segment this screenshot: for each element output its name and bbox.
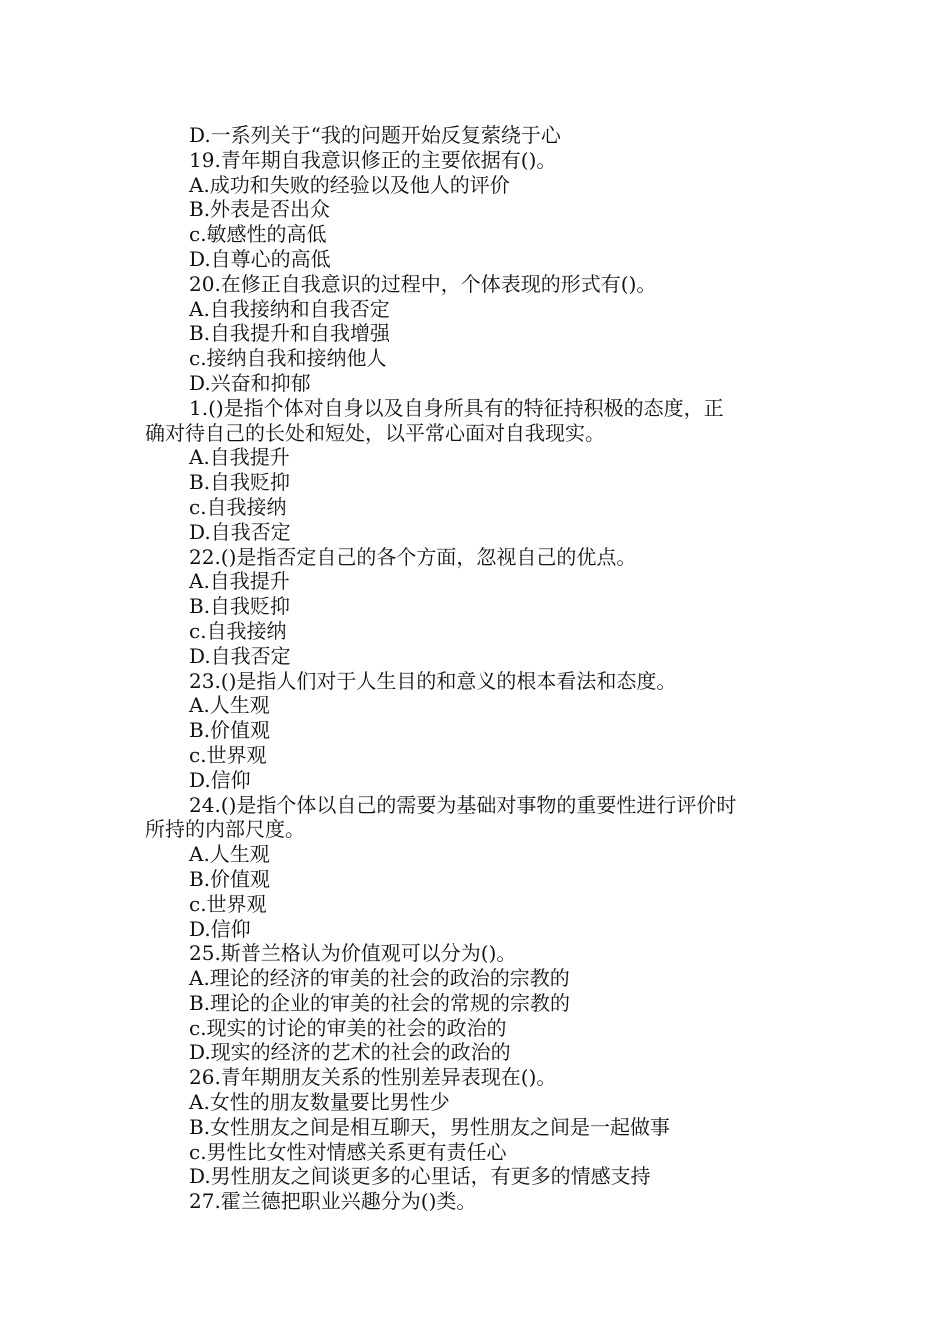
text-line: 27.霍兰德把职业兴趣分为()类。 [189, 1189, 477, 1214]
text-line: c.世界观 [189, 742, 267, 767]
text-line: 所持的内部尺度。 [145, 817, 305, 842]
text-line: D.自我否定 [189, 643, 291, 668]
text-line: A.女性的朋友数量要比男性少 [189, 1090, 450, 1115]
text-line: B.外表是否出众 [189, 197, 331, 222]
text-line: A.自我提升 [189, 569, 290, 594]
text-line: D.信仰 [189, 767, 251, 792]
text-line: B.价值观 [189, 718, 271, 743]
text-line: D.现实的经济的艺术的社会的政治的 [189, 1040, 511, 1065]
text-line: c.男性比女性对情感关系更有责任心 [189, 1139, 507, 1164]
text-line: A.自我提升 [189, 445, 290, 470]
text-line: A.成功和失败的经验以及他人的评价 [189, 172, 510, 197]
text-line: 23.()是指人们对于人生目的和意义的根本看法和态度。 [189, 668, 677, 693]
text-line: D.自我否定 [189, 519, 291, 544]
text-line: D.信仰 [189, 916, 251, 941]
text-line: 26.青年期朋友关系的性别差异表现在()。 [189, 1065, 557, 1090]
text-line: 24.()是指个体以自己的需要为基础对事物的重要性进行评价时 [189, 792, 737, 817]
text-line: c.自我接纳 [189, 618, 287, 643]
text-line: A.理论的经济的审美的社会的政治的宗教的 [189, 966, 570, 991]
text-line: D.男性朋友之间谈更多的心里话，有更多的情感支持 [189, 1164, 651, 1189]
text-line: c.敏感性的高低 [189, 222, 327, 247]
text-line: B.自我贬抑 [189, 470, 291, 495]
text-line: c.接纳自我和接纳他人 [189, 346, 387, 371]
text-line: A.自我接纳和自我否定 [189, 296, 390, 321]
text-line: D.兴奋和抑郁 [189, 370, 311, 395]
text-line: c.世界观 [189, 891, 267, 916]
text-line: A.人生观 [189, 693, 270, 718]
text-line: 20.在修正自我意识的过程中，个体表现的形式有()。 [189, 271, 657, 296]
text-line: 22.()是指否定自己的各个方面，忽视自己的优点。 [189, 544, 637, 569]
text-line: D.自尊心的高低 [189, 246, 331, 271]
text-line: 1.()是指个体对自身以及自身所具有的特征持积极的态度，正 [189, 395, 724, 420]
text-line: 确对待自己的长处和短处，以平常心面对自我现实。 [145, 420, 605, 445]
text-line: B.自我贬抑 [189, 594, 291, 619]
text-line: c.现实的讨论的审美的社会的政治的 [189, 1015, 507, 1040]
text-line: B.女性朋友之间是相互聊天，男性朋友之间是一起做事 [189, 1114, 671, 1139]
text-line: 25.斯普兰格认为价值观可以分为()。 [189, 941, 517, 966]
document-body [145, 123, 810, 1214]
text-line: c.自我接纳 [189, 494, 287, 519]
text-line: B.理论的企业的审美的社会的常规的宗教的 [189, 990, 571, 1015]
text-line: B.价值观 [189, 866, 271, 891]
text-line: A.人生观 [189, 842, 270, 867]
text-line: 19.青年期自我意识修正的主要依据有()。 [189, 147, 557, 172]
text-line: D.一系列关于“我的问题开始反复萦绕于心 [189, 123, 561, 147]
text-line: B.自我提升和自我增强 [189, 321, 391, 346]
